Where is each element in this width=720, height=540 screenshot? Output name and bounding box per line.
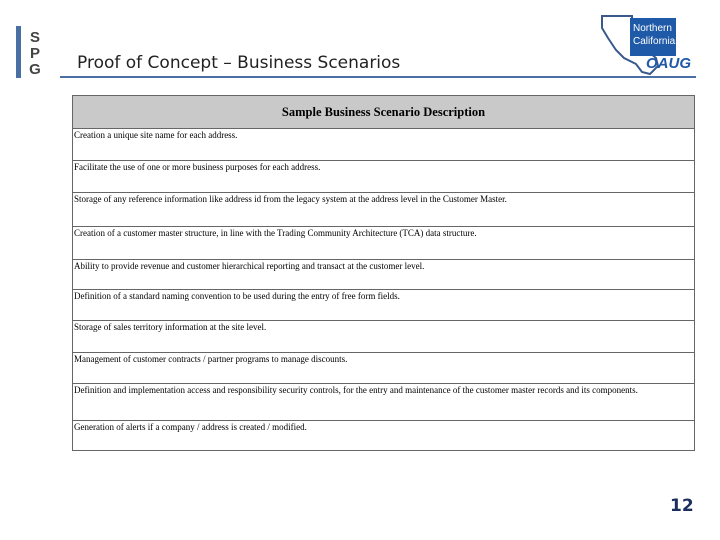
table-row [73,129,695,161]
table-cell: Storage of any reference information like address id from the legacy system at the address level in the Customer Master. [73,193,695,227]
spg-letter-s: S [29,29,41,46]
table-header: Sample Business Scenario Description [73,96,695,129]
table-cell: Ability to provide revenue and customer hierarchical reporting and transact at the customer level. [73,260,695,290]
table-row [73,290,695,321]
title-underline [60,76,696,78]
table-header-row [73,96,695,129]
table-row [73,161,695,193]
oaug-line2: California [633,36,676,47]
spg-letter-p: P [29,45,41,62]
oaug-logo [596,14,718,76]
oaug-line1: Northern [633,23,672,34]
table-cell: Definition of a standard naming convention to be used during the entry of free form fields. [73,290,695,321]
table-row [73,421,695,451]
table-row [73,321,695,353]
spg-logo [16,26,50,78]
oaug-line3: OAUG [646,55,691,72]
table-cell: Storage of sales territory information at the site level. [73,321,695,353]
table-row [73,384,695,421]
table-row [73,193,695,227]
page-title: Proof of Concept – Business Scenarios [77,53,401,73]
spg-logo-bar [16,26,21,78]
table-cell: Management of customer contracts / partner programs to manage discounts. [73,353,695,384]
table-row [73,227,695,260]
table-cell: Creation a unique site name for each address. [73,129,695,161]
table-cell: Creation of a customer master structure, in line with the Trading Community Architecture (TCA) data structure. [73,227,695,260]
page-number: 12 [670,496,694,516]
table-cell: Definition and implementation access and responsibility security controls, for the entry and maintenance of the customer master records and its components. [73,384,695,421]
table-cell: Generation of alerts if a company / address is created / modified. [73,421,695,451]
table-row [73,260,695,290]
business-scenario-table [72,95,695,451]
table-cell: Facilitate the use of one or more business purposes for each address. [73,161,695,193]
spg-letter-g: G [29,61,41,78]
table-row [73,353,695,384]
